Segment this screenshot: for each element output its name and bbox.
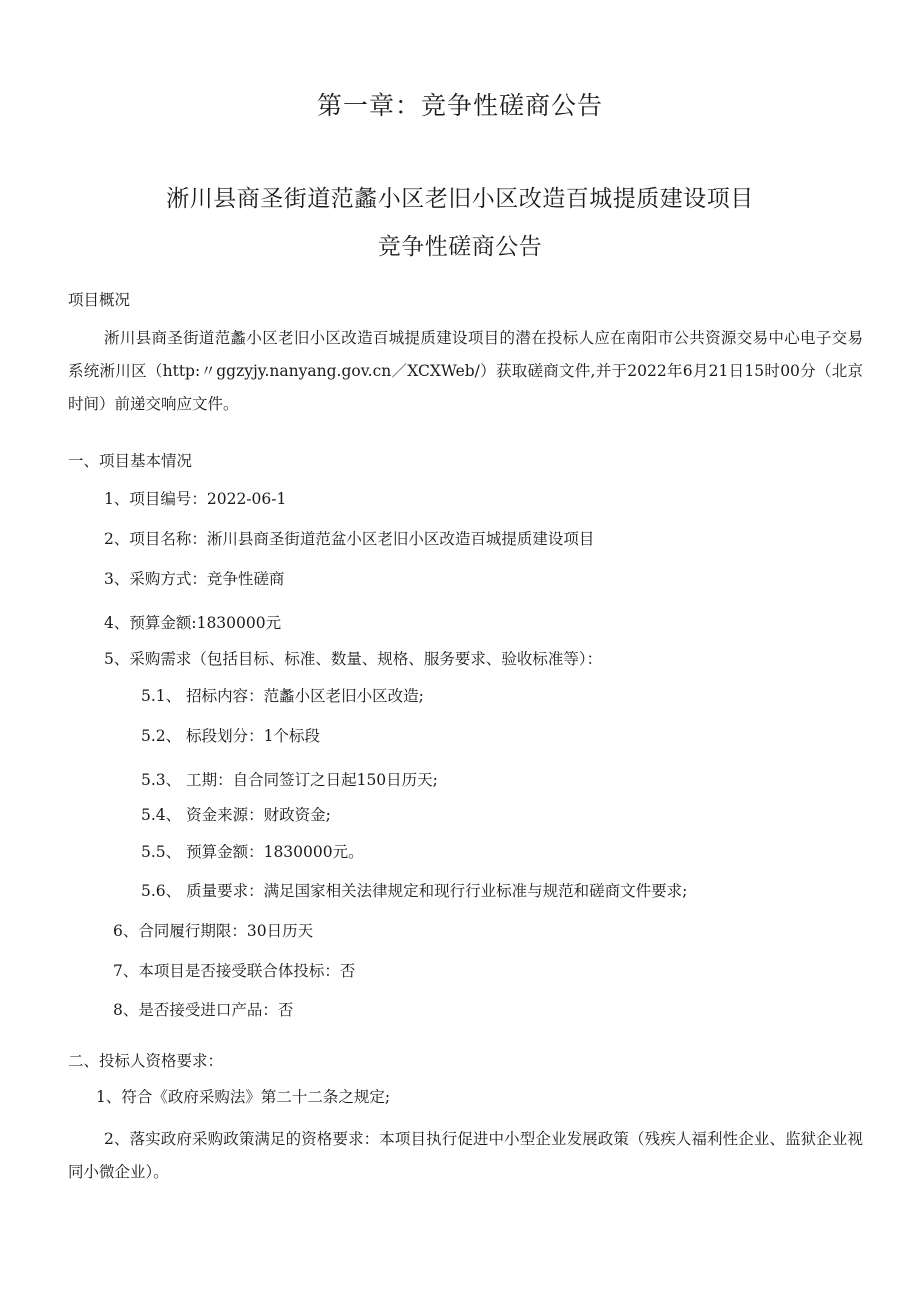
list-item: 1、符合《政府采购法》第二十二条之规定; — [96, 1088, 391, 1106]
list-item: 5、采购需求（包括目标、标准、数量、规格、服务要求、验收标准等）： — [104, 650, 603, 668]
list-item: 6、合同履行期限：30日历天 — [113, 922, 314, 940]
list-item: 8、是否接受进口产品：否 — [113, 1001, 294, 1019]
sub-list-item: 5.6、 质量要求：满足国家相关法律规定和现行行业标准与规范和磋商文件要求; — [141, 882, 688, 900]
sub-list-item: 5.3、 工期：自合同签订之日起150日历天; — [141, 771, 438, 789]
list-item: 4、预算金额:1830000元 — [104, 614, 282, 632]
document-title-line-1: 淅川县商圣街道范蠡小区老旧小区改造百城提质建设项目 — [166, 186, 754, 212]
document-title-line-2: 竞争性磋商公告 — [377, 234, 543, 260]
sub-list-item: 5.1、 招标内容：范蠡小区老旧小区改造; — [141, 687, 424, 705]
list-item: 2、项目名称：淅川县商圣街道范盆小区老旧小区改造百城提质建设项目 — [104, 530, 595, 548]
chapter-title: 第一章：竞争性磋商公告 — [316, 91, 603, 120]
overview-heading: 项目概况 — [68, 291, 131, 309]
sub-list-item: 5.4、 资金来源：财政资金; — [141, 806, 331, 824]
sub-list-item: 5.2、 标段划分：1个标段 — [141, 727, 320, 745]
qualification-paragraph: 2、落实政府采购政策满足的资格要求：本项目执行促进中小型企业发展政策（残疾人福利性企业、监狱企业视同小微企业）。 — [68, 1130, 863, 1181]
sub-list-item: 5.5、 预算金额：1830000元。 — [141, 843, 364, 861]
section-2-heading: 二、投标人资格要求： — [68, 1052, 224, 1070]
list-item: 3、采购方式：竞争性磋商 — [104, 570, 285, 588]
list-item: 7、本项目是否接受联合体投标：否 — [113, 962, 356, 980]
list-item: 1、项目编号：2022-06-1 — [104, 490, 287, 508]
overview-paragraph: 淅川县商圣街道范蠡小区老旧小区改造百城提质建设项目的潜在投标人应在南阳市公共资源交易中心电子交易系统淅川区（http:〃ggzyjy.nanyang.gov.cn／XCXWeb/）获取磋商文件,并于2022年6月21日15时00分（北京时间）前递交响应文件。 — [68, 329, 863, 413]
section-1-heading: 一、项目基本情况 — [68, 452, 193, 470]
